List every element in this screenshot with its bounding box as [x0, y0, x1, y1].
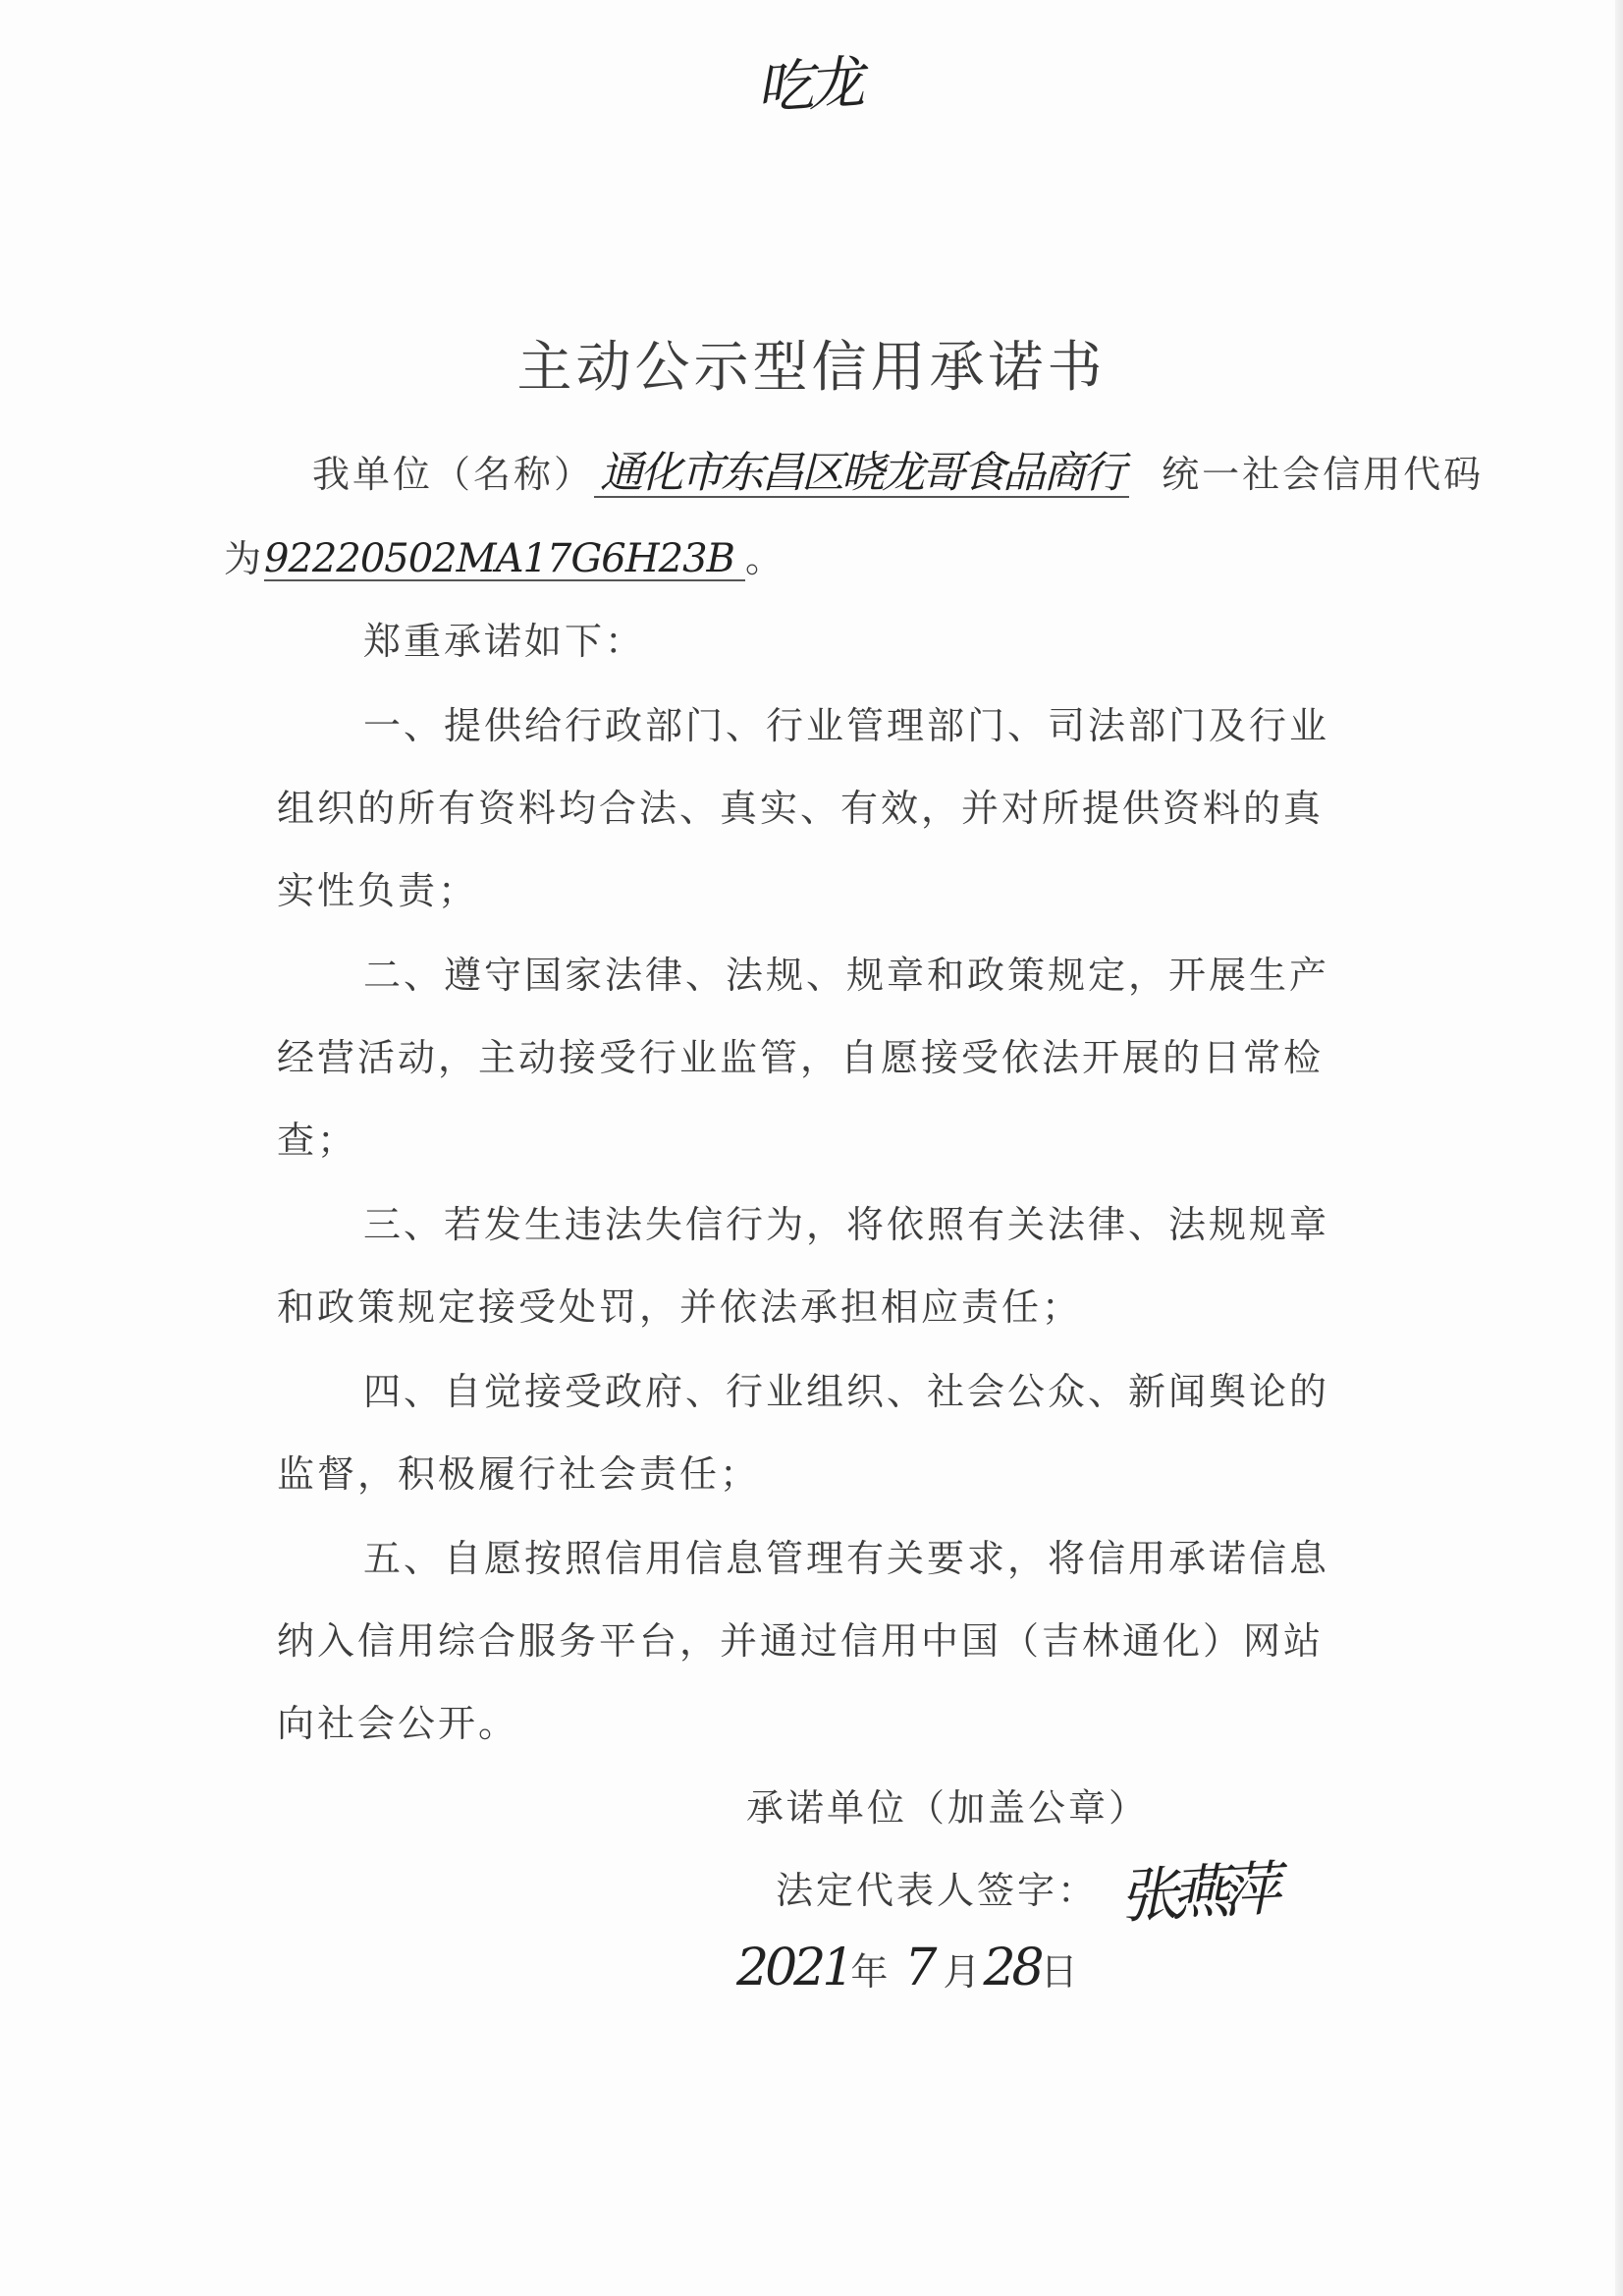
day-unit: 日 — [1040, 1950, 1081, 1994]
committing-unit-label: 承诺单位（加盖公章） — [746, 1786, 1150, 1830]
clause-4-line-2: 监督，积极履行社会责任； — [277, 1452, 761, 1496]
clause-2-line-3: 查； — [277, 1119, 358, 1162]
intro-suffix: 统一社会信用代码 — [1162, 453, 1485, 496]
code-end-mark: 。 — [745, 537, 786, 580]
intro-line — [312, 444, 1484, 498]
month-unit: 月 — [943, 1950, 984, 1994]
clause-5-line-2: 纳入信用综合服务平台，并通过信用中国（吉林通化）网站 — [277, 1619, 1325, 1663]
credit-code-field: 92220502MA17G6H23B — [264, 538, 745, 581]
legal-rep-label: 法定代表人签字： — [776, 1869, 1099, 1912]
clause-1-line-1: 一、提供给行政部门、行业管理部门、司法部门及行业 — [363, 704, 1330, 747]
clause-2-line-2: 经营活动，主动接受行业监管，自愿接受依法开展的日常检 — [277, 1036, 1325, 1079]
date-year: 2021 — [736, 1939, 851, 1997]
signing-date — [736, 1939, 1081, 1997]
date-day: 28 — [983, 1939, 1041, 1997]
legal-rep-signature: 张燕萍 — [1117, 1854, 1274, 1933]
clause-5-line-3: 向社会公开。 — [277, 1702, 519, 1745]
document-title: 主动公示型信用承诺书 — [516, 336, 1107, 400]
clause-3-line-2: 和政策规定接受处罚，并依法承担相应责任； — [277, 1285, 1083, 1329]
code-prefix: 为 — [224, 537, 265, 580]
clause-1-line-2: 组织的所有资料均合法、真实、有效，并对所提供资料的真 — [277, 787, 1325, 830]
credit-code-line — [224, 528, 785, 582]
clause-3-line-1: 三、若发生违法失信行为，将依照有关法律、法规规章 — [363, 1203, 1330, 1246]
handwritten-annotation: 吃龙 — [754, 48, 861, 123]
year-unit: 年 — [850, 1950, 892, 1994]
clause-4-line-1: 四、自觉接受政府、行业组织、社会公众、新闻舆论的 — [363, 1370, 1330, 1413]
intro-prefix: 我单位（名称） — [312, 453, 595, 496]
clause-5-line-1: 五、自愿按照信用信息管理有关要求，将信用承诺信息 — [363, 1537, 1330, 1580]
clause-2-line-1: 二、遵守国家法律、法规、规章和政策规定，开展生产 — [363, 954, 1330, 997]
commitment-heading: 郑重承诺如下： — [363, 620, 646, 663]
clause-1-line-3: 实性负责； — [277, 869, 479, 912]
company-name-field: 通化市东昌区晓龙哥食品商行 — [594, 451, 1129, 498]
date-month: 7 — [904, 1939, 934, 1997]
